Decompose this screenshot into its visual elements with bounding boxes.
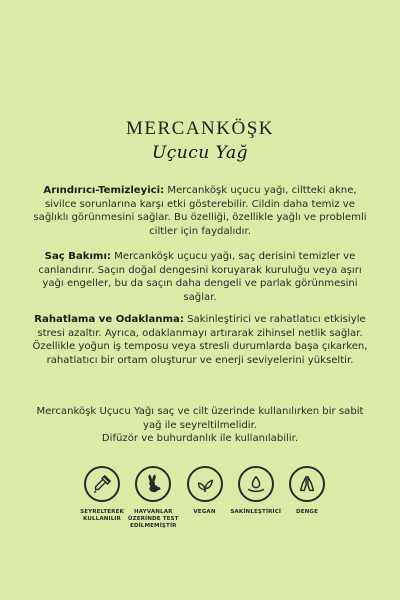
badge-label: VEGAN [193,509,216,515]
brand-title: MERCANKÖŞK [125,118,275,139]
badge-row [82,466,327,531]
benefit-title: Rahatlama ve Odaklanma: [34,314,184,325]
badge-dilute [82,466,122,531]
product-subtitle: Uçucu Yağ [151,143,249,163]
badge-label: SAKİNLEŞTİRİCİ [230,509,282,515]
usage-line: Mercanköşk Uçucu Yağı saç ve cilt üzerinde kullanılırken bir sabit yağ ile seyreltilmelidir. [36,406,364,431]
badge-label: SEYRELTEREK KULLANILIR [80,509,124,523]
drop-icon [238,466,274,502]
benefit-title: Arındırıcı-Temizleyici: [43,185,165,196]
benefit-title: Saç Bakımı: [44,251,111,262]
rabbit-icon [135,466,171,502]
usage-note [28,405,372,446]
benefit-paragraph-relax [28,313,372,368]
badge-vegan [185,466,225,531]
badge-balance [287,466,327,531]
badge-label: DENGE [295,509,319,515]
hands-icon [289,466,325,502]
badge-calming [230,466,282,531]
benefit-text: Sakinleştirici ve rahatlatıcı etkisiyle stresi azaltır. Ayrıca, odaklanmayı artırarak zihinsel netlik sağlar. Özellikle yoğun iş temposu veya stresli durumlarda başa çıkarken, rahatlatıcı bir ortam oluşturur ve enerji seviyelerini yükseltir. [32,314,368,367]
benefit-paragraph-hair [28,250,372,305]
benefit-text: Mercanköşk uçucu yağı, saç derisini temizler ve canlandırır. Saçın doğal dengesini koruyarak kuruluğu veya aşırı yağı engeller, bu da saçın daha dengeli ve parlak görünmesini sağlar. [38,251,362,304]
dropper-icon [84,466,120,502]
benefit-paragraph-cleansing [28,184,372,239]
badge-label: HAYVANLAR ÜZERİNDE TEST EDİLMEMİŞTİR [127,509,179,530]
usage-line: Difüzör ve buhurdanlık ile kullanılabilir. [101,433,299,445]
benefit-text: Mercanköşk uçucu yağı, ciltteki akne, sivilce sorunlarına karşı etki gösterebilir. Cildin daha temiz ve sağlıklı görünmesini sağlar. Bu özelliği, özellikle yağlı ve problemli ciltler için faydalıdır. [33,185,367,238]
leaves-icon [187,466,223,502]
badge-cruelty-free [127,466,179,531]
